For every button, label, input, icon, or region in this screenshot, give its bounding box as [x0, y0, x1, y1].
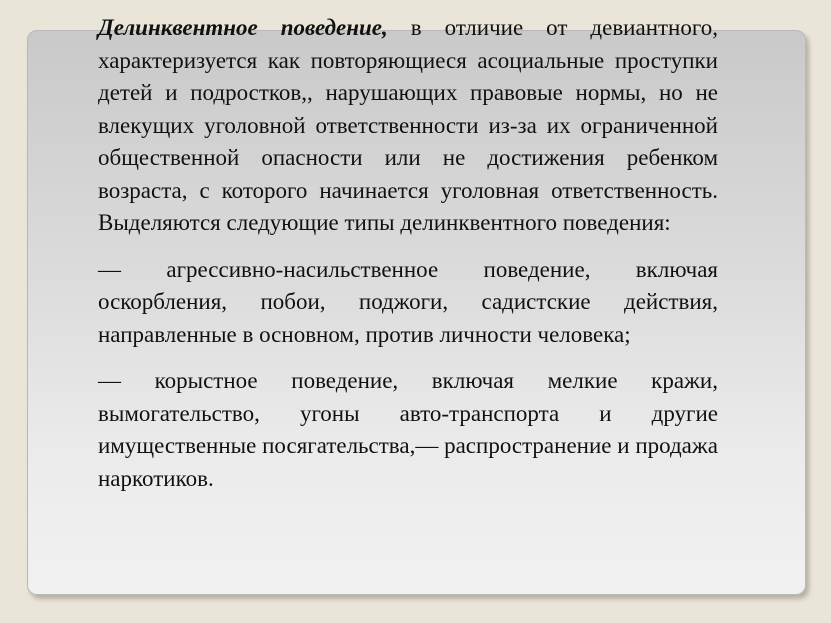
term-delinquent-behavior: Делинквентное поведение,: [98, 15, 388, 40]
slide-text: [98, 12, 718, 495]
definition-text: в отличие от девиантного, характеризуется как повторяющиеся асоциальные проступки детей и подростков,, нарушающих правовые нормы, но не влекущих уголовной ответственности из-за их ограниченной общественной опасности или не достижения ребенком возраста, с которого начинается уголовная ответственность. Выделяются следующие типы делинквентного поведения:: [98, 15, 718, 235]
paragraph-definition: [98, 12, 718, 240]
paragraph-mercenary-type: — корыстное поведение, включая мелкие кражи, вымогательство, угоны авто-транспорта и другие имущественные посягательства,— распространение и продажа наркотиков.: [98, 368, 718, 491]
paragraph-aggressive-type: — агрессивно-насильственное поведение, включая оскорбления, побои, поджоги, садистские действия, направленные в основном, против личности человека;: [98, 256, 718, 347]
